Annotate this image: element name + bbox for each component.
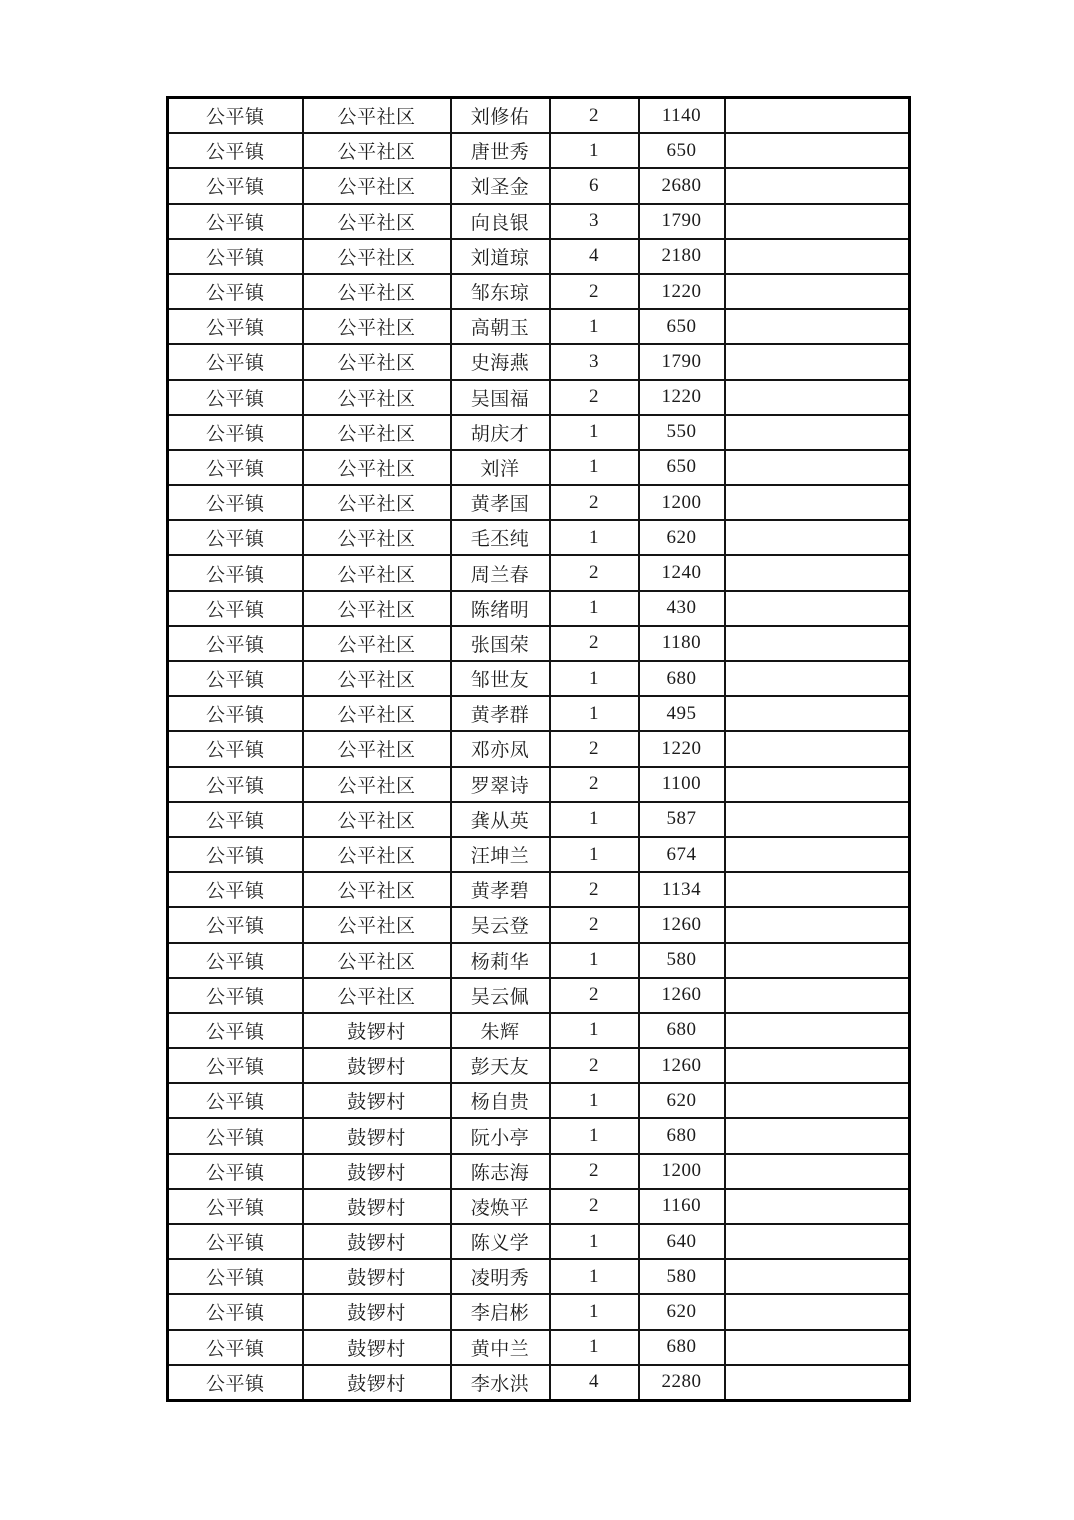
cell-village: 公平社区 [303, 520, 451, 555]
table-row [168, 1224, 910, 1259]
cell-village: 公平社区 [303, 907, 451, 942]
cell-amount: 580 [639, 943, 725, 978]
cell-note [725, 696, 910, 731]
cell-count: 4 [550, 1365, 639, 1401]
cell-town: 公平镇 [168, 485, 303, 520]
cell-village: 公平社区 [303, 802, 451, 837]
table-row [168, 1294, 910, 1329]
cell-name: 黄孝国 [451, 485, 550, 520]
cell-count: 1 [550, 1294, 639, 1329]
cell-note [725, 133, 910, 168]
cell-village: 公平社区 [303, 450, 451, 485]
cell-note [725, 1083, 910, 1118]
cell-name: 李启彬 [451, 1294, 550, 1329]
cell-name: 黄中兰 [451, 1330, 550, 1365]
cell-village: 公平社区 [303, 626, 451, 661]
cell-village: 公平社区 [303, 309, 451, 344]
table-row [168, 1330, 910, 1365]
cell-note [725, 591, 910, 626]
cell-town: 公平镇 [168, 344, 303, 379]
cell-town: 公平镇 [168, 907, 303, 942]
cell-village: 公平社区 [303, 731, 451, 766]
cell-note [725, 1048, 910, 1083]
table-row [168, 450, 910, 485]
cell-count: 2 [550, 1048, 639, 1083]
cell-amount: 650 [639, 450, 725, 485]
cell-count: 1 [550, 1330, 639, 1365]
cell-amount: 1140 [639, 98, 725, 134]
cell-amount: 1134 [639, 872, 725, 907]
cell-amount: 674 [639, 837, 725, 872]
cell-name: 黄孝碧 [451, 872, 550, 907]
table-row [168, 731, 910, 766]
cell-village: 公平社区 [303, 239, 451, 274]
cell-name: 周兰春 [451, 555, 550, 590]
cell-note [725, 274, 910, 309]
cell-amount: 1200 [639, 1154, 725, 1189]
cell-town: 公平镇 [168, 767, 303, 802]
cell-count: 1 [550, 309, 639, 344]
cell-note [725, 1365, 910, 1401]
cell-village: 鼓锣村 [303, 1189, 451, 1224]
cell-count: 1 [550, 1224, 639, 1259]
cell-town: 公平镇 [168, 978, 303, 1013]
cell-count: 2 [550, 978, 639, 1013]
cell-town: 公平镇 [168, 520, 303, 555]
cell-name: 陈义学 [451, 1224, 550, 1259]
cell-note [725, 98, 910, 134]
cell-amount: 680 [639, 1013, 725, 1048]
cell-amount: 620 [639, 1083, 725, 1118]
cell-name: 向良银 [451, 204, 550, 239]
cell-town: 公平镇 [168, 415, 303, 450]
cell-count: 1 [550, 661, 639, 696]
cell-amount: 1200 [639, 485, 725, 520]
cell-amount: 1260 [639, 978, 725, 1013]
cell-count: 2 [550, 767, 639, 802]
cell-village: 鼓锣村 [303, 1013, 451, 1048]
cell-name: 朱辉 [451, 1013, 550, 1048]
cell-town: 公平镇 [168, 168, 303, 203]
cell-village: 公平社区 [303, 696, 451, 731]
cell-village: 公平社区 [303, 344, 451, 379]
cell-town: 公平镇 [168, 731, 303, 766]
cell-town: 公平镇 [168, 309, 303, 344]
cell-town: 公平镇 [168, 591, 303, 626]
cell-town: 公平镇 [168, 1259, 303, 1294]
table-row [168, 907, 910, 942]
cell-name: 凌明秀 [451, 1259, 550, 1294]
cell-village: 鼓锣村 [303, 1294, 451, 1329]
table-row [168, 661, 910, 696]
cell-name: 杨自贵 [451, 1083, 550, 1118]
cell-town: 公平镇 [168, 696, 303, 731]
cell-town: 公平镇 [168, 1154, 303, 1189]
cell-name: 刘道琼 [451, 239, 550, 274]
cell-village: 鼓锣村 [303, 1154, 451, 1189]
cell-village: 公平社区 [303, 943, 451, 978]
cell-village: 公平社区 [303, 767, 451, 802]
cell-note [725, 1189, 910, 1224]
table-row [168, 555, 910, 590]
cell-name: 吴云佩 [451, 978, 550, 1013]
table-row [168, 1013, 910, 1048]
cell-amount: 1220 [639, 380, 725, 415]
cell-village: 公平社区 [303, 274, 451, 309]
cell-count: 1 [550, 1118, 639, 1153]
cell-name: 龚从英 [451, 802, 550, 837]
cell-village: 公平社区 [303, 204, 451, 239]
cell-town: 公平镇 [168, 837, 303, 872]
cell-amount: 1260 [639, 1048, 725, 1083]
cell-note [725, 1259, 910, 1294]
cell-note [725, 204, 910, 239]
cell-note [725, 450, 910, 485]
table-row [168, 1118, 910, 1153]
allocation-table [166, 96, 911, 1402]
cell-amount: 2680 [639, 168, 725, 203]
cell-town: 公平镇 [168, 555, 303, 590]
cell-count: 1 [550, 837, 639, 872]
cell-name: 邹世友 [451, 661, 550, 696]
cell-count: 2 [550, 907, 639, 942]
cell-name: 黄孝群 [451, 696, 550, 731]
cell-count: 6 [550, 168, 639, 203]
cell-count: 2 [550, 731, 639, 766]
cell-note [725, 239, 910, 274]
table-row [168, 802, 910, 837]
cell-note [725, 1224, 910, 1259]
cell-note [725, 168, 910, 203]
cell-amount: 2280 [639, 1365, 725, 1401]
cell-amount: 680 [639, 661, 725, 696]
table-row [168, 520, 910, 555]
table-row [168, 626, 910, 661]
table-row [168, 872, 910, 907]
cell-note [725, 380, 910, 415]
cell-name: 汪坤兰 [451, 837, 550, 872]
cell-note [725, 837, 910, 872]
cell-village: 鼓锣村 [303, 1048, 451, 1083]
cell-name: 彭天友 [451, 1048, 550, 1083]
cell-note [725, 344, 910, 379]
cell-village: 鼓锣村 [303, 1224, 451, 1259]
table-row [168, 696, 910, 731]
cell-note [725, 309, 910, 344]
cell-town: 公平镇 [168, 872, 303, 907]
table-row [168, 204, 910, 239]
cell-amount: 1260 [639, 907, 725, 942]
table-row [168, 1189, 910, 1224]
cell-amount: 2180 [639, 239, 725, 274]
cell-amount: 620 [639, 1294, 725, 1329]
cell-village: 公平社区 [303, 978, 451, 1013]
cell-name: 毛丕纯 [451, 520, 550, 555]
cell-amount: 640 [639, 1224, 725, 1259]
cell-count: 3 [550, 344, 639, 379]
cell-town: 公平镇 [168, 802, 303, 837]
cell-town: 公平镇 [168, 1365, 303, 1401]
cell-town: 公平镇 [168, 1013, 303, 1048]
cell-name: 史海燕 [451, 344, 550, 379]
cell-town: 公平镇 [168, 1083, 303, 1118]
cell-name: 罗翠诗 [451, 767, 550, 802]
cell-town: 公平镇 [168, 1294, 303, 1329]
cell-note [725, 1118, 910, 1153]
cell-village: 公平社区 [303, 837, 451, 872]
cell-village: 公平社区 [303, 485, 451, 520]
cell-count: 4 [550, 239, 639, 274]
cell-town: 公平镇 [168, 626, 303, 661]
cell-count: 1 [550, 1013, 639, 1048]
cell-town: 公平镇 [168, 1189, 303, 1224]
cell-village: 公平社区 [303, 872, 451, 907]
table-row [168, 591, 910, 626]
cell-amount: 650 [639, 133, 725, 168]
cell-note [725, 1294, 910, 1329]
cell-count: 2 [550, 380, 639, 415]
cell-amount: 680 [639, 1330, 725, 1365]
cell-count: 1 [550, 415, 639, 450]
table-row [168, 274, 910, 309]
table-row [168, 133, 910, 168]
cell-amount: 620 [639, 520, 725, 555]
cell-name: 刘洋 [451, 450, 550, 485]
table-row [168, 1154, 910, 1189]
cell-amount: 1790 [639, 204, 725, 239]
cell-count: 1 [550, 802, 639, 837]
cell-name: 张国荣 [451, 626, 550, 661]
cell-count: 1 [550, 1259, 639, 1294]
cell-count: 2 [550, 1189, 639, 1224]
cell-amount: 430 [639, 591, 725, 626]
cell-village: 鼓锣村 [303, 1365, 451, 1401]
cell-amount: 1220 [639, 274, 725, 309]
cell-amount: 1180 [639, 626, 725, 661]
cell-note [725, 661, 910, 696]
cell-town: 公平镇 [168, 1224, 303, 1259]
table-body [168, 98, 910, 1401]
cell-note [725, 872, 910, 907]
cell-note [725, 1330, 910, 1365]
cell-name: 陈志海 [451, 1154, 550, 1189]
cell-count: 1 [550, 520, 639, 555]
cell-name: 吴国福 [451, 380, 550, 415]
cell-count: 1 [550, 450, 639, 485]
cell-count: 2 [550, 98, 639, 134]
cell-note [725, 978, 910, 1013]
cell-name: 刘修佑 [451, 98, 550, 134]
table-row [168, 309, 910, 344]
cell-note [725, 767, 910, 802]
cell-town: 公平镇 [168, 1118, 303, 1153]
cell-amount: 580 [639, 1259, 725, 1294]
cell-name: 李水洪 [451, 1365, 550, 1401]
cell-town: 公平镇 [168, 1330, 303, 1365]
cell-note [725, 1013, 910, 1048]
cell-town: 公平镇 [168, 204, 303, 239]
cell-village: 公平社区 [303, 133, 451, 168]
cell-village: 公平社区 [303, 168, 451, 203]
cell-amount: 1100 [639, 767, 725, 802]
cell-name: 邹东琼 [451, 274, 550, 309]
cell-town: 公平镇 [168, 239, 303, 274]
cell-amount: 550 [639, 415, 725, 450]
cell-name: 陈绪明 [451, 591, 550, 626]
cell-note [725, 485, 910, 520]
cell-village: 公平社区 [303, 661, 451, 696]
table-row [168, 943, 910, 978]
cell-town: 公平镇 [168, 98, 303, 134]
table-row [168, 344, 910, 379]
cell-village: 鼓锣村 [303, 1083, 451, 1118]
cell-amount: 1240 [639, 555, 725, 590]
cell-note [725, 555, 910, 590]
cell-name: 高朝玉 [451, 309, 550, 344]
cell-town: 公平镇 [168, 943, 303, 978]
cell-village: 公平社区 [303, 591, 451, 626]
table-row [168, 485, 910, 520]
cell-village: 鼓锣村 [303, 1118, 451, 1153]
cell-town: 公平镇 [168, 133, 303, 168]
cell-village: 鼓锣村 [303, 1259, 451, 1294]
cell-town: 公平镇 [168, 274, 303, 309]
cell-amount: 680 [639, 1118, 725, 1153]
cell-count: 3 [550, 204, 639, 239]
cell-note [725, 731, 910, 766]
table-row [168, 380, 910, 415]
table-row [168, 239, 910, 274]
table-row [168, 168, 910, 203]
cell-name: 唐世秀 [451, 133, 550, 168]
cell-count: 2 [550, 626, 639, 661]
cell-name: 阮小亭 [451, 1118, 550, 1153]
cell-town: 公平镇 [168, 450, 303, 485]
cell-name: 杨莉华 [451, 943, 550, 978]
cell-note [725, 1154, 910, 1189]
cell-town: 公平镇 [168, 661, 303, 696]
cell-count: 1 [550, 133, 639, 168]
cell-note [725, 415, 910, 450]
cell-count: 2 [550, 555, 639, 590]
cell-note [725, 907, 910, 942]
cell-village: 公平社区 [303, 98, 451, 134]
table-row [168, 837, 910, 872]
cell-note [725, 626, 910, 661]
table-row [168, 415, 910, 450]
cell-village: 公平社区 [303, 380, 451, 415]
cell-note [725, 802, 910, 837]
table-row [168, 767, 910, 802]
cell-count: 2 [550, 485, 639, 520]
cell-amount: 495 [639, 696, 725, 731]
cell-note [725, 943, 910, 978]
cell-count: 1 [550, 591, 639, 626]
cell-note [725, 520, 910, 555]
table-row [168, 1259, 910, 1294]
cell-name: 胡庆才 [451, 415, 550, 450]
cell-town: 公平镇 [168, 1048, 303, 1083]
table-row [168, 98, 910, 134]
cell-count: 1 [550, 943, 639, 978]
cell-village: 公平社区 [303, 415, 451, 450]
cell-amount: 1220 [639, 731, 725, 766]
cell-name: 刘圣金 [451, 168, 550, 203]
cell-count: 2 [550, 274, 639, 309]
cell-town: 公平镇 [168, 380, 303, 415]
table-row [168, 1048, 910, 1083]
cell-village: 公平社区 [303, 555, 451, 590]
cell-name: 凌焕平 [451, 1189, 550, 1224]
cell-count: 2 [550, 1154, 639, 1189]
table-row [168, 978, 910, 1013]
cell-count: 2 [550, 872, 639, 907]
cell-name: 吴云登 [451, 907, 550, 942]
table-row [168, 1365, 910, 1401]
cell-village: 鼓锣村 [303, 1330, 451, 1365]
cell-count: 1 [550, 696, 639, 731]
cell-amount: 1160 [639, 1189, 725, 1224]
cell-amount: 587 [639, 802, 725, 837]
cell-name: 邓亦凤 [451, 731, 550, 766]
cell-count: 1 [550, 1083, 639, 1118]
table-row [168, 1083, 910, 1118]
cell-amount: 650 [639, 309, 725, 344]
cell-amount: 1790 [639, 344, 725, 379]
